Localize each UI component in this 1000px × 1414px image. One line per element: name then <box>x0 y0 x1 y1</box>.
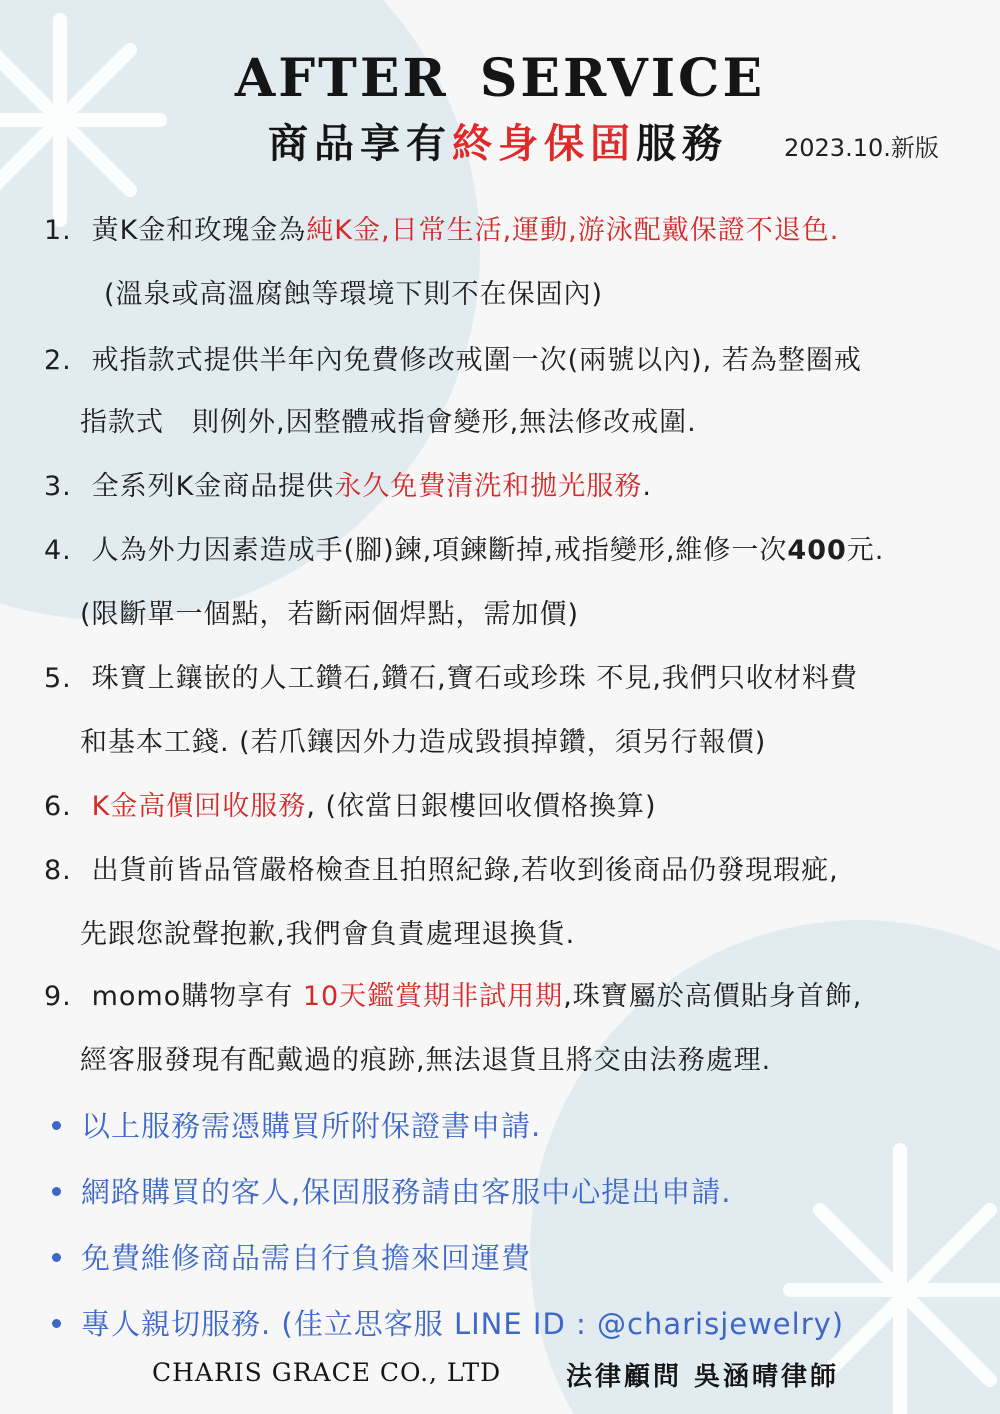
item-5-cont: 和基本工錢. (若爪鑲因外力造成毀損掉鑽，須另行報價) <box>80 727 767 758</box>
version-label: 2023.10.新版 <box>784 134 939 162</box>
page-subtitle <box>268 112 728 169</box>
item-text: 戒指款式提供半年內免費修改戒圍一次(兩號以內), 若為整圈戒 <box>91 345 862 376</box>
bullet-dot-icon <box>52 1253 61 1262</box>
bullet-item <box>52 1170 731 1211</box>
item-tail: 元. <box>846 535 885 566</box>
bullet-item <box>52 1302 844 1343</box>
bullet-text: 網路購買的客人,保固服務請由客服中心提出申請. <box>81 1175 732 1209</box>
legal-advisor: 法律顧問 吳涵晴律師 <box>566 1362 840 1392</box>
bullet-text: 免費維修商品需自行負擔來回運費 <box>81 1241 532 1275</box>
item-text: , (依當日銀樓回收價格換算) <box>306 791 657 822</box>
item-9 <box>44 974 862 1013</box>
item-number: 5. <box>44 663 72 694</box>
item-text: momo購物享有 <box>91 981 303 1012</box>
item-highlight: K金高價回收服務 <box>91 791 307 822</box>
item-text: 全系列K金商品提供 <box>91 471 335 502</box>
item-number: 9. <box>44 981 72 1012</box>
item-highlight: 純K金,日常生活,運動,游泳配戴保證不退色. <box>306 215 840 246</box>
item-1-note: (溫泉或高溫腐蝕等環境下則不在保固內) <box>104 279 604 310</box>
item-8-cont: 先跟您說聲抱歉,我們會負責處理退換貨. <box>80 919 576 950</box>
item-text-tail: ,珠寶屬於高價貼身首飾, <box>563 981 863 1012</box>
item-text: 出貨前皆品管嚴格檢查且拍照紀錄,若收到後商品仍發現瑕疵, <box>91 855 839 886</box>
item-text: 人為外力因素造成手(腳)鍊,項鍊斷掉,戒指變形,維修一次 <box>91 535 788 566</box>
item-1 <box>44 208 839 247</box>
company-name: CHARIS GRACE CO., LTD <box>152 1358 502 1387</box>
item-number: 2. <box>44 345 72 376</box>
bullet-item <box>52 1104 541 1145</box>
item-2 <box>44 338 862 377</box>
item-price: 400 <box>787 535 847 566</box>
item-6 <box>44 784 657 823</box>
subtitle-prefix: 商品享有 <box>268 120 452 167</box>
bullet-text: 專人親切服務. (佳立思客服 LINE ID : @charisjewelry) <box>81 1307 845 1341</box>
item-8 <box>44 848 839 887</box>
item-number: 6. <box>44 791 72 822</box>
subtitle-highlight: 終身保固 <box>452 120 636 167</box>
page-title: AFTER SERVICE <box>234 48 766 109</box>
item-text: 珠寶上鑲嵌的人工鑽石,鑽石,寶石或珍珠 不見,我們只收材料費 <box>91 663 858 694</box>
item-number: 3. <box>44 471 72 502</box>
item-3 <box>44 464 652 503</box>
bullet-item <box>52 1236 531 1277</box>
item-4-note: (限斷單一個點，若斷兩個焊點，需加價) <box>80 599 580 630</box>
item-2-cont: 指款式 則例外,因整體戒指會變形,無法修改戒圍. <box>80 407 697 438</box>
item-number: 4. <box>44 535 72 566</box>
bullet-text: 以上服務需憑購買所附保證書申請. <box>81 1109 542 1143</box>
item-9-cont: 經客服發現有配戴過的痕跡,無法退貨且將交由法務處理. <box>80 1045 772 1076</box>
item-4 <box>44 528 884 567</box>
bullet-dot-icon <box>52 1121 61 1130</box>
item-text: 黃K金和玫瑰金為 <box>91 215 307 246</box>
item-highlight: 永久免費清洗和拋光服務 <box>334 471 643 502</box>
subtitle-suffix: 服務 <box>636 120 728 167</box>
item-number: 8. <box>44 855 72 886</box>
item-tail: . <box>642 471 652 502</box>
item-number: 1. <box>44 215 72 246</box>
bullet-dot-icon <box>52 1319 61 1328</box>
item-highlight: 10天鑑賞期非試用期 <box>302 981 564 1012</box>
bullet-dot-icon <box>52 1187 61 1196</box>
item-5 <box>44 656 858 695</box>
